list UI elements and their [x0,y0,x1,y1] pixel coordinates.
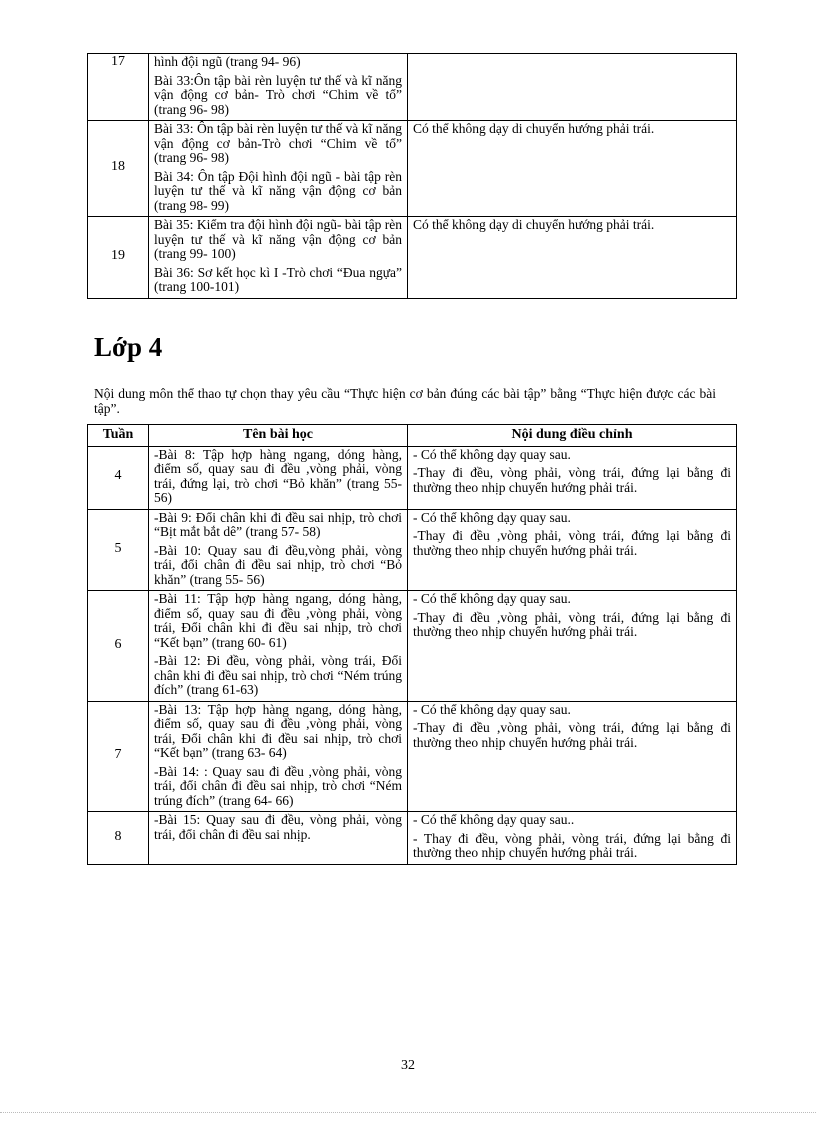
column-header-lesson: Tên bài học [149,425,408,447]
lesson-text: -Bài 14: : Quay sau đi đều ,vòng phải, vòng trái, đổi chân đi đều sai nhịp, trò chơi “Ném trúng đích” (trang 64- 66) [154,763,402,808]
adjust-text: - Có thể không dạy quay sau. [413,591,571,606]
adjust-text: Có thể không dạy di chuyển hướng phải trái. [413,217,655,232]
week-cell: 7 [88,701,149,812]
table-row [88,446,737,509]
lesson-text: -Bài 11: Tập hợp hàng ngang, dóng hàng, điểm số, quay sau đi đều ,vòng phải, vòng trái, Đổi chân khi đi đều sai nhịp, trò chơi “Kết bạn” (trang 60- 61) [154,591,402,650]
week-cell: 19 [88,217,149,299]
week-cell: 5 [88,509,149,591]
table-row [88,591,737,702]
lesson-cell [149,812,408,865]
lesson-text: Bài 33:Ôn tập bài rèn luyện tư thế và kĩ năng vận động cơ bản- Trò chơi “Chim về tổ” (trang 96- 98) [154,72,402,117]
adjust-text: - Có thể không dạy quay sau. [413,701,571,717]
intro-paragraph: Nội dung môn thể thao tự chọn thay yêu cầu “Thực hiện cơ bản đúng các bài tập” bằng “Thực hiện được các bài tập”. [94,386,716,416]
adjust-cell [408,701,737,812]
lesson-table-continued [87,53,737,299]
adjust-text: - Có thể không dạy quay sau.. [413,812,575,827]
table-header-row [88,425,737,447]
adjust-text: - Có thể không dạy quay sau. [413,509,571,525]
adjust-cell [408,217,737,299]
week-cell: 8 [88,812,149,865]
lesson-text: hình đội ngũ (trang 94- 96) [154,54,301,69]
adjust-text: - Có thể không dạy quay sau. [413,446,571,462]
table-row [88,701,737,812]
lesson-cell [149,217,408,299]
adjust-cell [408,591,737,702]
adjust-text: -Thay đi đều ,vòng phải, vòng trái, đứng lại bằng đi thường theo nhịp chuyển hướng phải trái. [413,720,731,750]
column-header-week: Tuần [88,425,149,447]
table-row [88,121,737,217]
lesson-cell [149,54,408,121]
table-row [88,54,737,121]
adjust-text: - Thay đi đều, vòng phải, vòng trái, đứng lại bằng đi thường theo nhịp chuyển hướng phải trái. [413,830,731,860]
lesson-table [87,424,737,865]
lesson-cell [149,509,408,591]
adjust-text: -Thay đi đều ,vòng phải, vòng trái, đứng lại bằng đi thường theo nhịp chuyển hướng phải trái. [413,528,731,558]
week-cell: 17 [88,54,149,121]
lesson-text: -Bài 8: Tập hợp hàng ngang, dóng hàng, điểm số, quay sau đi đều ,vòng phải, vòng trái, đứng lại, trò chơi “Bỏ khăn” (trang 55-56) [154,446,402,505]
lesson-text: -Bài 13: Tập hợp hàng ngang, dóng hàng, điểm số, quay sau đi đều ,vòng phải, vòng trái, Đổi chân khi đi đều sai nhịp, trò chơi “Kết bạn” (trang 63- 64) [154,701,402,760]
lesson-text: -Bài 12: Đi đều, vòng phải, vòng trái, Đổi chân khi đi đều sai nhịp, trò chơi “Ném trúng đích” (trang 61-63) [154,653,402,697]
week-cell: 4 [88,446,149,509]
lesson-text: Bài 35: Kiểm tra đội hình đội ngũ- bài tập rèn luyện tư thế và kĩ năng vận động cơ bản (trang 99- 100) [154,217,402,261]
section-heading: Lớp 4 [94,332,163,362]
lesson-cell [149,591,408,702]
adjust-cell [408,121,737,217]
adjust-text: -Thay đi đều ,vòng phải, vòng trái, đứng lại bằng đi thường theo nhịp chuyển hướng phải trái. [413,609,731,639]
lesson-text: -Bài 15: Quay sau đi đều, vòng phải, vòng trái, đổi chân đi đều sai nhịp. [154,812,402,842]
table-row [88,509,737,591]
adjust-cell [408,812,737,865]
lesson-text: Bài 34: Ôn tập Đội hình đội ngũ - bài tập rèn luyện tư thế và kĩ năng vận động cơ bản (trang 98- 99) [154,168,402,213]
table-row [88,812,737,865]
lesson-text: -Bài 10: Quay sau đi đều,vòng phải, vòng trái, đổi chân đi đều sai nhịp, trò chơi “Bỏ khăn” (trang 55- 56) [154,542,402,587]
lesson-text: Bài 33: Ôn tập bài rèn luyện tư thế và kĩ năng vận động cơ bản-Trò chơi “Chim về tổ” (trang 96- 98) [154,121,402,165]
page-number: 32 [401,1058,415,1073]
lesson-text: -Bài 9: Đổi chân khi đi đều sai nhịp, trò chơi “Bịt mắt bắt dê” (trang 57- 58) [154,509,402,539]
lesson-cell [149,701,408,812]
adjust-cell [408,446,737,509]
adjust-text: Có thể không dạy di chuyển hướng phải trái. [413,121,655,136]
table-row [88,217,737,299]
adjust-text: -Thay đi đều, vòng phải, vòng trái, đứng lại bằng đi thường theo nhịp chuyển hướng phải trái. [413,465,731,495]
lesson-cell [149,121,408,217]
adjust-cell [408,509,737,591]
column-header-adjust: Nội dung điều chỉnh [408,425,737,447]
week-cell: 18 [88,121,149,217]
week-cell: 6 [88,591,149,702]
page-divider [0,1112,816,1113]
lesson-text: Bài 36: Sơ kết học kì I -Trò chơi “Đua ngựa” (trang 100-101) [154,264,402,294]
adjust-cell [408,54,737,121]
lesson-cell [149,446,408,509]
